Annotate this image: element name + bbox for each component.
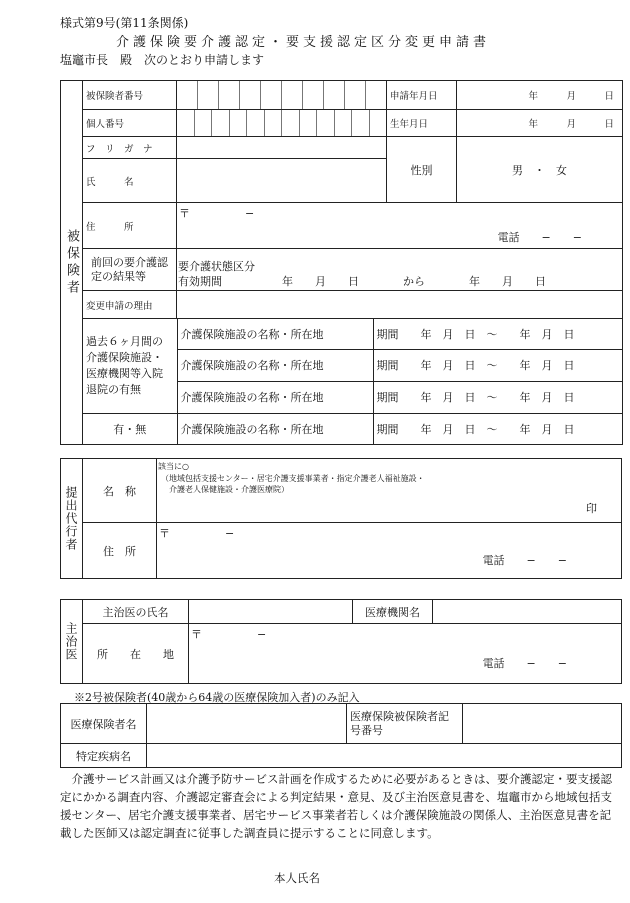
insurer-name-input[interactable] <box>147 704 347 744</box>
agent-name-input[interactable] <box>157 459 622 523</box>
furigana-input[interactable] <box>177 137 387 159</box>
insured-number-input[interactable] <box>177 81 387 110</box>
secondary-insured-note: ※2号被保険者(40歳から64歳の医療保険加入者)のみ記入 <box>74 691 360 704</box>
agent-address-input[interactable] <box>157 523 622 579</box>
agent-categories-2: 介護老人保健施設・介護医療院） <box>169 485 289 494</box>
address-label: 住 所 <box>83 203 177 249</box>
application-date-field[interactable]: 年 月 日 <box>457 81 623 110</box>
agent-seal: 印 <box>586 502 597 515</box>
facility-period-2[interactable] <box>373 349 622 381</box>
signature-label: 本人氏名 <box>274 871 320 885</box>
medical-institution-label: 医療機関名 <box>353 600 433 624</box>
agent-table <box>60 458 622 579</box>
facility-period-3[interactable] <box>373 381 622 413</box>
doctor-name-input[interactable] <box>189 600 353 624</box>
application-date-label: 申請年月日 <box>387 81 457 110</box>
name-label: 氏 名 <box>83 159 177 203</box>
furigana-label: フ リ ガ ナ <box>83 137 177 159</box>
agent-applicable-note: 該当に○ <box>158 462 189 471</box>
insured-id-input[interactable] <box>463 704 622 744</box>
previous-result-field[interactable] <box>177 249 623 291</box>
doctor-table <box>60 599 622 684</box>
agent-categories: （地域包括支援センター・居宅介護支援事業者・指定介護老人福祉施設・ <box>161 474 425 483</box>
agent-section-label: 提出代行者 <box>61 459 83 579</box>
insured-table <box>60 80 623 445</box>
consent-text: 介護サービス計画又は介護予防サービス計画を作成するために必要があるときは、要介護認定・要支援認定にかかる調査内容、介護認定審査会による判定結果・意見、及び主治医意見書を、塩竈市から地域包括支援センター、居宅介護支援事業者、居宅サービス事業者若しくは介護保険施設の関係人、主治医意見書を記載した医師又は認定調査に従事した調査員に提示することに同意します。 <box>60 772 612 840</box>
name-input[interactable] <box>177 159 387 203</box>
facility-period-1[interactable] <box>373 319 622 349</box>
medical-institution-input[interactable] <box>433 600 622 624</box>
doctor-section-label: 主治医 <box>61 600 83 684</box>
personal-number-input[interactable] <box>177 110 387 137</box>
period-value-4: 年 月 日 〜 年 月 日 <box>420 423 575 436</box>
facility-period-4[interactable] <box>373 414 622 444</box>
facility-presence-row <box>83 414 623 445</box>
agent-name-label: 名 称 <box>83 459 157 523</box>
birth-date-field[interactable]: 年 月 日 <box>457 110 623 137</box>
period-label-1: 期間 <box>376 327 399 341</box>
personal-number-label: 個人番号 <box>83 110 177 137</box>
agent-phone-label: 電話 − − <box>482 554 567 567</box>
previous-result-label: 前回の要介護認定の結果等 <box>83 249 177 291</box>
change-reason-input[interactable] <box>177 291 623 319</box>
secondary-table <box>60 703 622 768</box>
doctor-name-label: 主治医の氏名 <box>83 600 189 624</box>
agent-address-label: 住 所 <box>83 523 157 579</box>
facility-name-3[interactable]: 介護保険施設の名称・所在地 <box>177 381 373 413</box>
facility-history-block <box>83 319 623 414</box>
birth-date-label: 生年月日 <box>387 110 457 137</box>
doctor-location-input[interactable] <box>189 624 622 684</box>
facility-history-table <box>83 319 622 413</box>
agent-postal-mark: 〒 − <box>159 527 235 540</box>
address-input[interactable] <box>177 203 623 249</box>
address-phone-label: 電話 − − <box>497 231 582 244</box>
form-number: 様式第9号(第11条関係) <box>60 16 189 30</box>
doctor-phone-label: 電話 − − <box>482 657 567 670</box>
address-postal-mark: 〒 − <box>179 207 255 220</box>
period-value-2: 年 月 日 〜 年 月 日 <box>420 359 575 372</box>
valid-period-label: 有効期間 <box>178 275 222 288</box>
form-title: 介護保険要介護認定・要支援認定区分変更申請書 <box>116 35 491 50</box>
facility-presence-table <box>83 414 622 444</box>
period-value-3: 年 月 日 〜 年 月 日 <box>420 391 575 405</box>
care-level-label: 要介護状態区分 <box>178 260 255 273</box>
period-label-4: 期間 <box>376 423 399 436</box>
insured-id-label: 医療保険被保険者記号番号 <box>347 704 463 744</box>
specific-disease-input[interactable] <box>147 744 622 768</box>
facility-name-4[interactable]: 介護保険施設の名称・所在地 <box>177 414 373 444</box>
specific-disease-label: 特定疾病名 <box>61 744 147 768</box>
insured-number-label: 被保険者番号 <box>83 81 177 110</box>
facility-name-1[interactable]: 介護保険施設の名称・所在地 <box>177 319 373 349</box>
addressee-line: 塩竈市長 殿 次のとおり申請します <box>60 53 265 67</box>
insured-section-label: 被保険者 <box>61 81 83 445</box>
facility-name-2[interactable]: 介護保険施設の名称・所在地 <box>177 349 373 381</box>
facility-history-label: 過去６ヶ月間の介護保険施設・医療機関等入院退院の有無 <box>83 319 177 413</box>
period-value-1: 年 月 日 〜 年 月 日 <box>420 327 575 341</box>
period-label-2: 期間 <box>376 359 399 372</box>
presence-toggle[interactable]: 有・無 <box>83 414 177 444</box>
insurer-name-label: 医療保険者名 <box>61 704 147 744</box>
doctor-postal-mark: 〒 − <box>191 628 267 641</box>
change-reason-label: 変更申請の理由 <box>83 291 177 319</box>
gender-label: 性別 <box>387 137 457 203</box>
valid-period-value: 年 月 日 から 年 月 日 <box>282 275 546 288</box>
period-label-3: 期間 <box>376 391 399 405</box>
gender-options[interactable]: 男 ・ 女 <box>457 137 623 203</box>
doctor-location-label: 所 在 地 <box>83 624 189 684</box>
